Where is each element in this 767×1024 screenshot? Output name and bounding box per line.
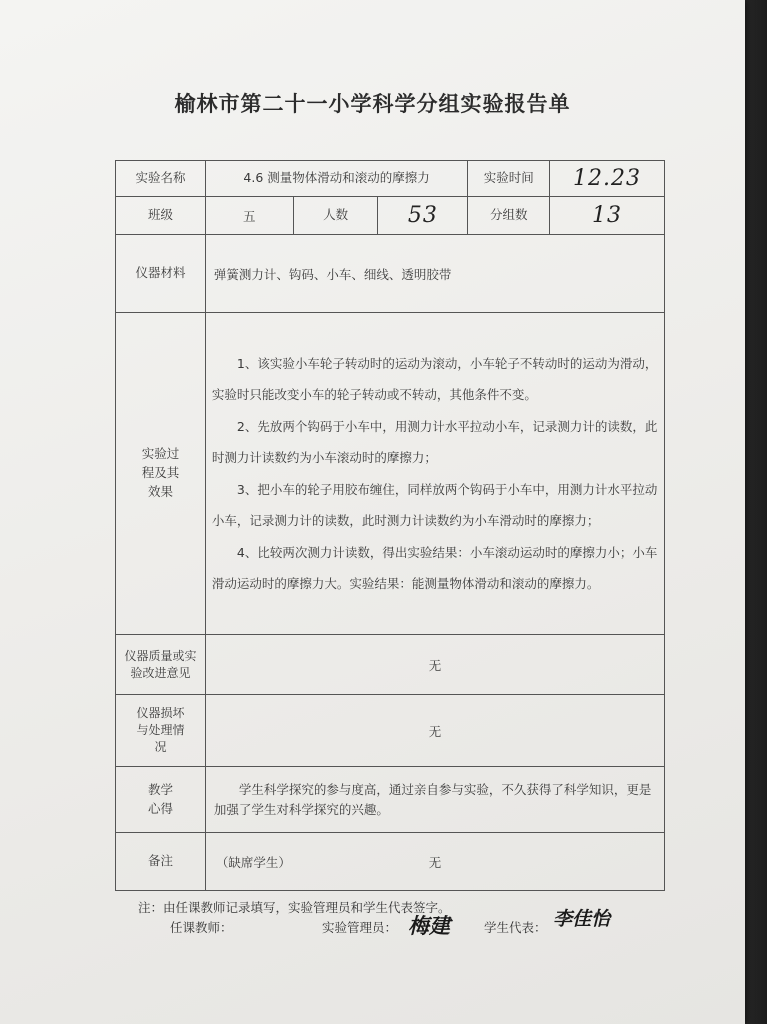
teaching-value (205, 767, 664, 833)
group-count-label: 分组数 (468, 197, 550, 235)
row-teaching (116, 767, 665, 833)
class-label: 班级 (116, 197, 206, 235)
group-count-value: 13 (550, 197, 665, 235)
class-value: 五 (205, 197, 293, 235)
experiment-time-label: 实验时间 (468, 161, 550, 197)
row-experiment-name (116, 161, 665, 197)
row-damage (116, 695, 665, 767)
row-remarks (116, 833, 665, 891)
improvement-label: 仪器质量或实验改进意见 (116, 635, 206, 695)
remarks-absent-students-label: （缺席学生） (215, 855, 291, 870)
improvement-value: 无 (205, 635, 664, 695)
remarks-value: 无 (428, 855, 442, 870)
materials-label: 仪器材料 (116, 235, 206, 313)
row-materials (116, 235, 665, 313)
experiment-time-value: 12.23 (550, 161, 665, 197)
row-class-info (116, 197, 665, 235)
process-content (205, 313, 664, 635)
page-title: 榆林市第二十一小学科学分组实验报告单 (174, 92, 571, 116)
materials-value: 弹簧测力计、钩码、小车、细线、透明胶带 (205, 235, 664, 313)
row-process (116, 313, 665, 635)
damage-value: 无 (205, 695, 664, 767)
student-count-value: 53 (378, 197, 468, 235)
student-count-label: 人数 (293, 197, 378, 235)
teaching-text: 学生科学探究的参与度高，通过亲自参与实验，不久获得了科学知识，更是加强了学生对科学探究的兴趣。 (213, 781, 652, 817)
footer-note: 注：由任课教师记录填写，实验管理员和学生代表签字。 (138, 900, 451, 915)
report-form-table (115, 160, 665, 891)
row-improvement (116, 635, 665, 695)
admin-signature: 梅建 (408, 913, 450, 938)
process-step-3: 3、把小车的轮子用胶布缠住，同样放两个钩码于小车中，用测力计水平拉动小车，记录测力计的读数，此时测力计读数约为小车滑动时的摩擦力； (211, 481, 658, 528)
remarks-value-cell (205, 833, 664, 891)
process-label: 实验过程及其效果 (116, 313, 206, 635)
signature-row (150, 908, 670, 948)
process-step-2: 2、先放两个钩码于小车中，用测力计水平拉动小车，记录测力计的读数，此时测力计读数约为小车滚动时的摩擦力； (211, 418, 658, 465)
admin-signature-label: 实验管理员： (322, 920, 398, 935)
student-rep-label: 学生代表： (484, 920, 547, 935)
remarks-label: 备注 (116, 833, 206, 891)
process-step-4: 4、比较两次测力计读数，得出实验结果：小车滚动运动时的摩擦力小；小车滑动运动时的摩擦力大。实验结果：能测量物体滑动和滚动的摩擦力。 (211, 544, 658, 591)
damage-label: 仪器损坏与处理情况 (116, 695, 206, 767)
experiment-name-value: 4.6 测量物体滑动和滚动的摩擦力 (205, 161, 467, 197)
process-step-1: 1、该实验小车轮子转动时的运动为滚动，小车轮子不转动时的运动为滑动，实验时只能改变小车的轮子转动或不转动，其他条件不变。 (211, 355, 658, 402)
teaching-label: 教学心得 (116, 767, 206, 833)
teacher-signature-label: 任课教师： (170, 920, 233, 935)
experiment-name-label: 实验名称 (116, 161, 206, 197)
student-rep-signature: 李佳怡 (553, 908, 611, 930)
